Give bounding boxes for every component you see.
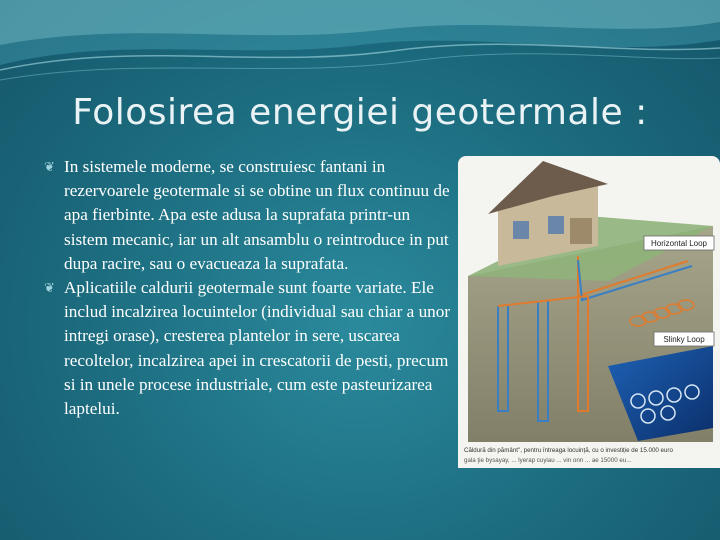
geothermal-loop-illustration xyxy=(458,156,720,468)
leaf-bullet-icon: ❦ xyxy=(44,280,55,296)
bullet-item xyxy=(44,276,456,421)
figure-caption-line2: gala ţie bysayay, ... lyerap cuyiau ... vin onn ... ae 15000 eu... xyxy=(464,457,632,464)
decorative-waves xyxy=(0,0,720,100)
bullet-item xyxy=(44,155,456,276)
figure-caption: Căldură din pământ", pentru întreaga locuință, cu o investiție de 15.000 euro xyxy=(464,447,673,454)
bullet-text: Aplicatiile caldurii geotermale sunt foarte variate. Ele includ incalzirea locuintelor (individual sau chiar a unor intregi orase), cresterea plantelor in sere, uscarea recoltelor, incalzirea apei in crescatorii de pesti, precum si in unele procese industriale, cum este pasteurizarea laptelui. xyxy=(64,278,451,419)
horizontal-loop-label: Horizontal Loop xyxy=(650,239,708,248)
bullet-list xyxy=(44,155,456,421)
slinky-loop-label: Slinky Loop xyxy=(663,335,705,344)
slide-title: Folosirea energiei geotermale : xyxy=(72,92,648,133)
caption-area xyxy=(458,442,720,468)
bullet-text: In sistemele moderne, se construiesc fantani in rezervoarele geotermale si se obtine un flux continuu de apa fierbinte. Apa este adusa la suprafata printr-un sistem mecanic, iar un alt ansamblu o reintroduce in put dupa racire, sau o evacueaza la suprafata. xyxy=(64,157,450,273)
leaf-bullet-icon: ❦ xyxy=(44,159,55,174)
